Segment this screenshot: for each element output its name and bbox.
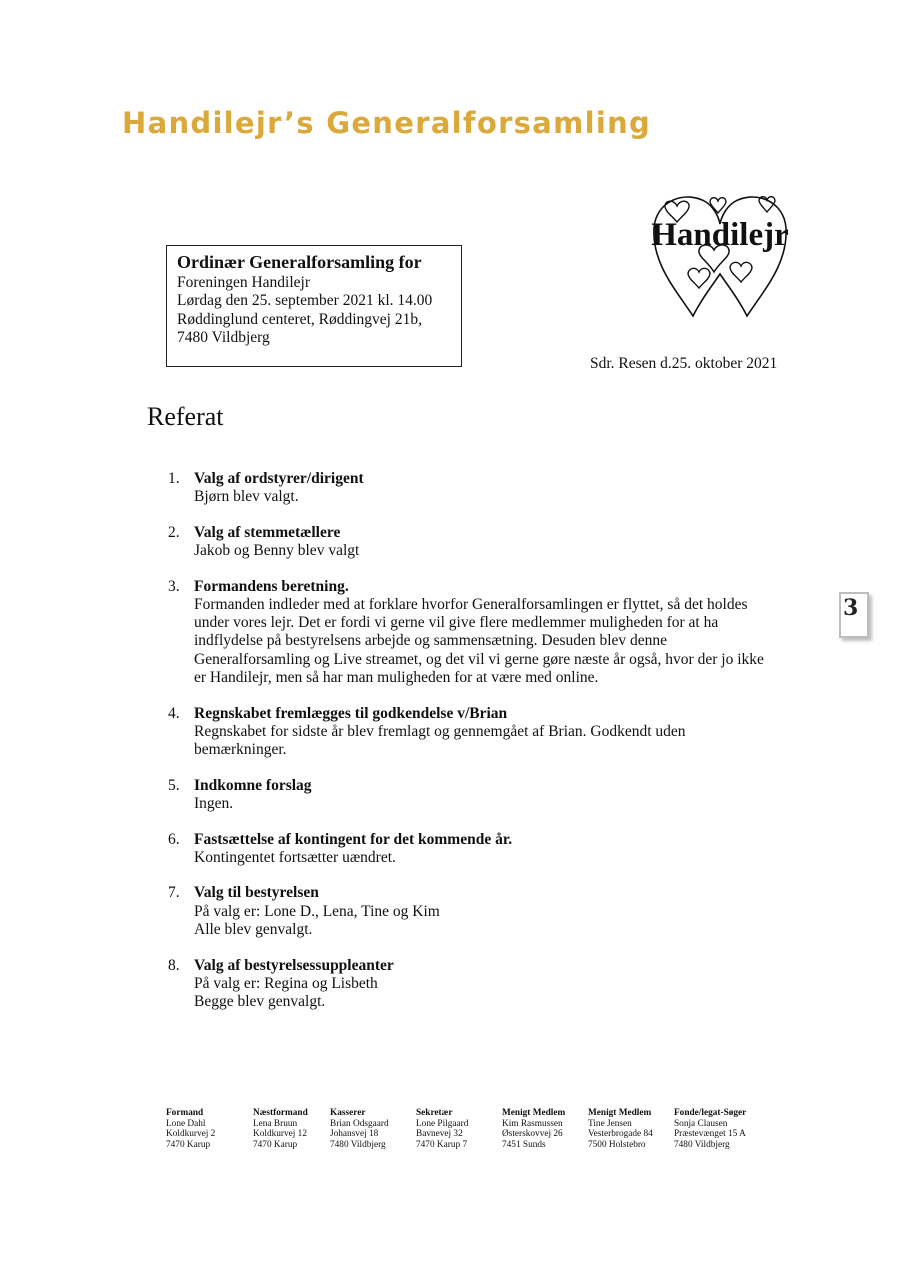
agenda-item-title: Regnskabet fremlægges til godkendelse v/Brian <box>194 704 508 722</box>
board-member-line: 7480 Vildbjerg <box>674 1139 730 1150</box>
board-role: Menigt Medlem <box>502 1108 566 1118</box>
agenda-item-title: Fastsættelse af kontingent for det kommende år. <box>194 830 513 848</box>
agenda-item-text: Bjørn blev valgt. <box>194 488 299 506</box>
board-member <box>330 1108 389 1150</box>
agenda-item-title: Formandens beretning. <box>194 577 349 595</box>
board-role: Næstformand <box>253 1108 308 1118</box>
agenda-item-text: Regnskabet for sidste år blev fremlagt og gennemgået af Brian. Godkendt uden <box>194 722 686 740</box>
agenda-item-text: Begge blev genvalgt. <box>194 992 326 1010</box>
board-member-line: Johansvej 18 <box>330 1129 379 1140</box>
agenda-list <box>168 470 788 1029</box>
agenda-item-text: bemærkninger. <box>194 740 287 758</box>
agenda-item-title: Valg af bestyrelsessuppleanter <box>194 956 394 974</box>
board-member-line: 7480 Vildbjerg <box>330 1139 386 1150</box>
agenda-item-text: indflydelse på bestyrelsens arbejde og sammensætning. Desuden blev denne <box>194 632 668 650</box>
agenda-item-text: Jakob og Benny blev valgt <box>194 542 360 560</box>
board-member-line: Lone Pilgaard <box>416 1118 469 1129</box>
board-role: Kasserer <box>330 1108 366 1118</box>
agenda-number: 8. <box>168 956 180 974</box>
meeting-line: Foreningen Handilejr <box>177 274 311 291</box>
meeting-line: 7480 Vildbjerg <box>177 329 270 347</box>
board-role: Formand <box>166 1108 204 1118</box>
date-line: Sdr. Resen d.25. oktober 2021 <box>590 355 778 372</box>
board-member-line: Tine Jensen <box>588 1118 632 1129</box>
page-title: Handilejr’s Generalforsamling <box>122 106 652 140</box>
agenda-number: 2. <box>168 523 180 541</box>
agenda-item <box>168 578 788 687</box>
agenda-item-text: På valg er: Regina og Lisbeth <box>194 974 378 992</box>
handilejr-logo <box>648 186 792 322</box>
agenda-item <box>168 705 788 760</box>
agenda-item-text: Ingen. <box>194 794 234 812</box>
board-member-line: Lone Dahl <box>166 1118 206 1129</box>
agenda-item <box>168 884 788 939</box>
board-member-line: Præstevænget 15 A <box>674 1129 746 1140</box>
agenda-item <box>168 777 788 813</box>
board-member-line: 7500 Holstebro <box>588 1139 646 1150</box>
agenda-item-text: under vores lejr. Det er fordi vi gerne vil give flere medlemmer muligheden for at ha <box>194 614 719 632</box>
board-member-line: 7470 Karup 7 <box>416 1139 468 1150</box>
board-member-line: 7470 Karup <box>253 1139 298 1150</box>
agenda-item-title: Valg af ordstyrer/dirigent <box>194 470 364 487</box>
agenda-item-title: Valg af stemmetællere <box>194 523 341 541</box>
board-member-line: Kim Rasmussen <box>502 1118 563 1129</box>
board-member-line: 7451 Sunds <box>502 1139 546 1150</box>
board-member-line: Koldkurvej 2 <box>166 1129 216 1140</box>
section-heading: Referat <box>147 402 224 431</box>
board-role: Menigt Medlem <box>588 1108 652 1118</box>
board-member <box>502 1108 565 1150</box>
meeting-line: Lørdag den 25. september 2021 kl. 14.00 <box>177 292 433 310</box>
agenda-item <box>168 957 788 1012</box>
board-member-line: Sonja Clausen <box>674 1118 728 1129</box>
board-member <box>416 1108 468 1150</box>
agenda-number: 7. <box>168 884 180 902</box>
agenda-item <box>168 831 788 867</box>
page-number-badge: 3 <box>839 592 869 638</box>
board-member-line: Østerskovvej 26 <box>502 1129 563 1140</box>
logo-text: Handilejr <box>651 217 789 253</box>
meeting-heading: Ordinær Generalforsamling for <box>177 252 422 272</box>
agenda-item-text: Kontingentet fortsætter uændret. <box>194 848 396 866</box>
agenda-item-text: Alle blev genvalgt. <box>194 920 313 938</box>
agenda-item <box>168 470 788 506</box>
board-member-line: Bavnevej 32 <box>416 1129 463 1140</box>
agenda-item-text: er Handilejr, men så har man muligheden for at være med online. <box>194 668 599 686</box>
board-member-line: 7470 Karup <box>166 1139 211 1150</box>
agenda-number: 6. <box>168 830 180 848</box>
agenda-item-title: Indkomne forslag <box>194 776 312 794</box>
board-member <box>253 1108 308 1150</box>
meeting-line: Røddinglund centeret, Røddingvej 21b, <box>177 310 422 328</box>
agenda-number: 5. <box>168 776 180 794</box>
meeting-info-box <box>166 245 462 367</box>
board-member <box>674 1108 746 1150</box>
agenda-number: 4. <box>168 704 180 722</box>
agenda-number: 3. <box>168 577 180 595</box>
board-role: Fonde/legat-Søger <box>674 1108 747 1118</box>
board-member-line: Brian Odsgaard <box>330 1118 389 1129</box>
agenda-item-text: På valg er: Lone D., Lena, Tine og Kim <box>194 902 440 920</box>
board-member-line: Vesterbrogade 84 <box>588 1129 653 1140</box>
agenda-item-text: Generalforsamling og Live streamet, og det vil vi gerne gøre næste år også, hvor der jo ikke <box>194 650 764 668</box>
agenda-item-title: Valg til bestyrelsen <box>194 884 319 902</box>
board-member <box>166 1108 215 1150</box>
board-member <box>588 1108 653 1150</box>
board-member-line: Lena Bruun <box>253 1118 298 1129</box>
agenda-number: 1. <box>168 470 180 487</box>
board-member-line: Koldkurvej 12 <box>253 1129 307 1140</box>
agenda-item <box>168 524 788 560</box>
agenda-item-text: Formanden indleder med at forklare hvorfor Generalforsamlingen er flyttet, så det holdes <box>194 596 748 614</box>
board-role: Sekretær <box>416 1108 453 1118</box>
hearts-logo-icon <box>648 186 792 322</box>
